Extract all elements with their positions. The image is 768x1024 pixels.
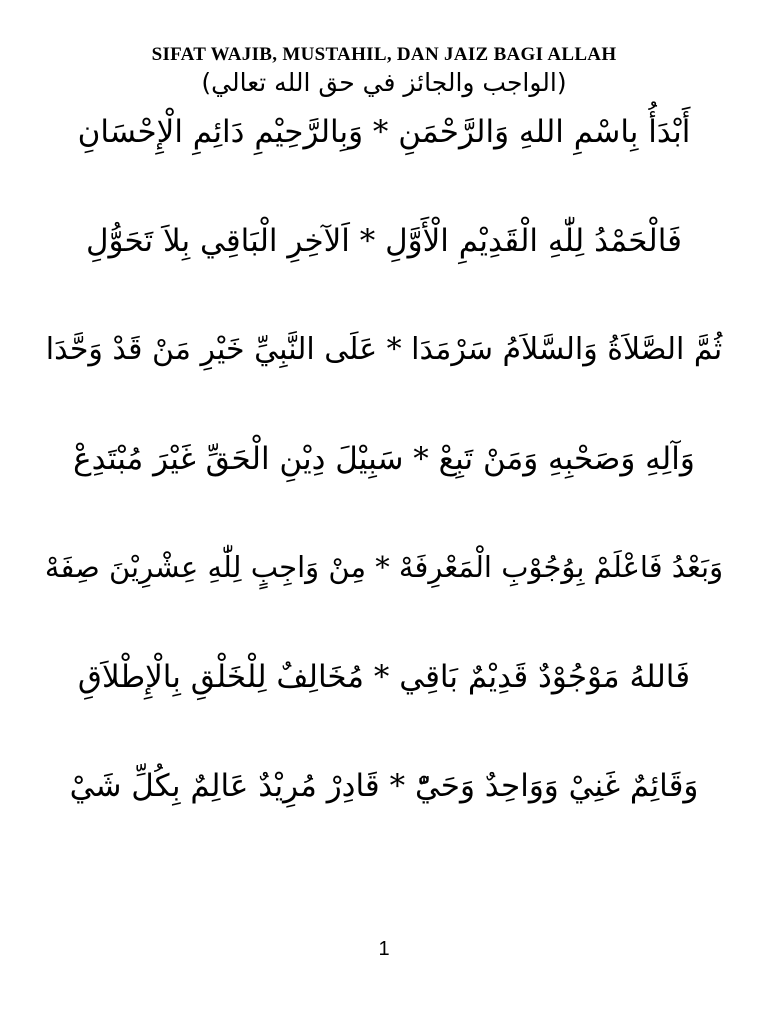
verse-line-6: فَاللهُ مَوْجُوْدٌ قَدِيْمٌ بَاقِي * مُخَالِفٌ لِلْخَلْقِ بِالْإِطْلاَقِ [77, 659, 691, 695]
verse-line-4: وَآلِهِ وَصَحْبِهِ وَمَنْ تَبِعْ * سَبِيْلَ دِيْنِ الْحَقِّ غَيْرَ مُبْتَدِعْ [73, 441, 695, 477]
page-title: SIFAT WAJIB, MUSTAHIL, DAN JAIZ BAGI ALLAH [151, 44, 617, 65]
verse-line-7: وَقَائِمٌ غَنِيْ وَوَاحِدٌ وَحَيّْ * قَادِرْ مُرِيْدٌ عَالِمٌ بِكُلِّ شَيْ [69, 768, 699, 804]
verse-line-2: فَالْحَمْدُ لِلّٰهِ الْقَدِيْمِ الْأَوَّلِ * اَلآخِرِ الْبَاقِي بِلاَ تَحَوُّلِ [85, 223, 682, 259]
verse-line-5: وَبَعْدُ فَاعْلَمْ بِوُجُوْبِ الْمَعْرِفَهْ * مِنْ وَاجِبٍ لِلّٰهِ عِشْرِيْنَ صِفَهْ [44, 550, 724, 584]
page-number: 1 [378, 938, 390, 960]
page-subtitle-arabic: (الواجب والجائز في حق الله تعالي) [201, 68, 567, 97]
verse-line-1: أَبْدَأُ بِاسْمِ اللهِ وَالرَّحْمَنِ * وَبِالرَّحِيْمِ دَائِمِ الْإِحْسَانِ [77, 114, 691, 150]
verse-line-3: ثُمَّ الصَّلاَةُ وَالسَّلاَمُ سَرْمَدَا * عَلَى النَّبِيِّ خَيْرِ مَنْ قَدْ وَحَّدَا [45, 332, 723, 367]
